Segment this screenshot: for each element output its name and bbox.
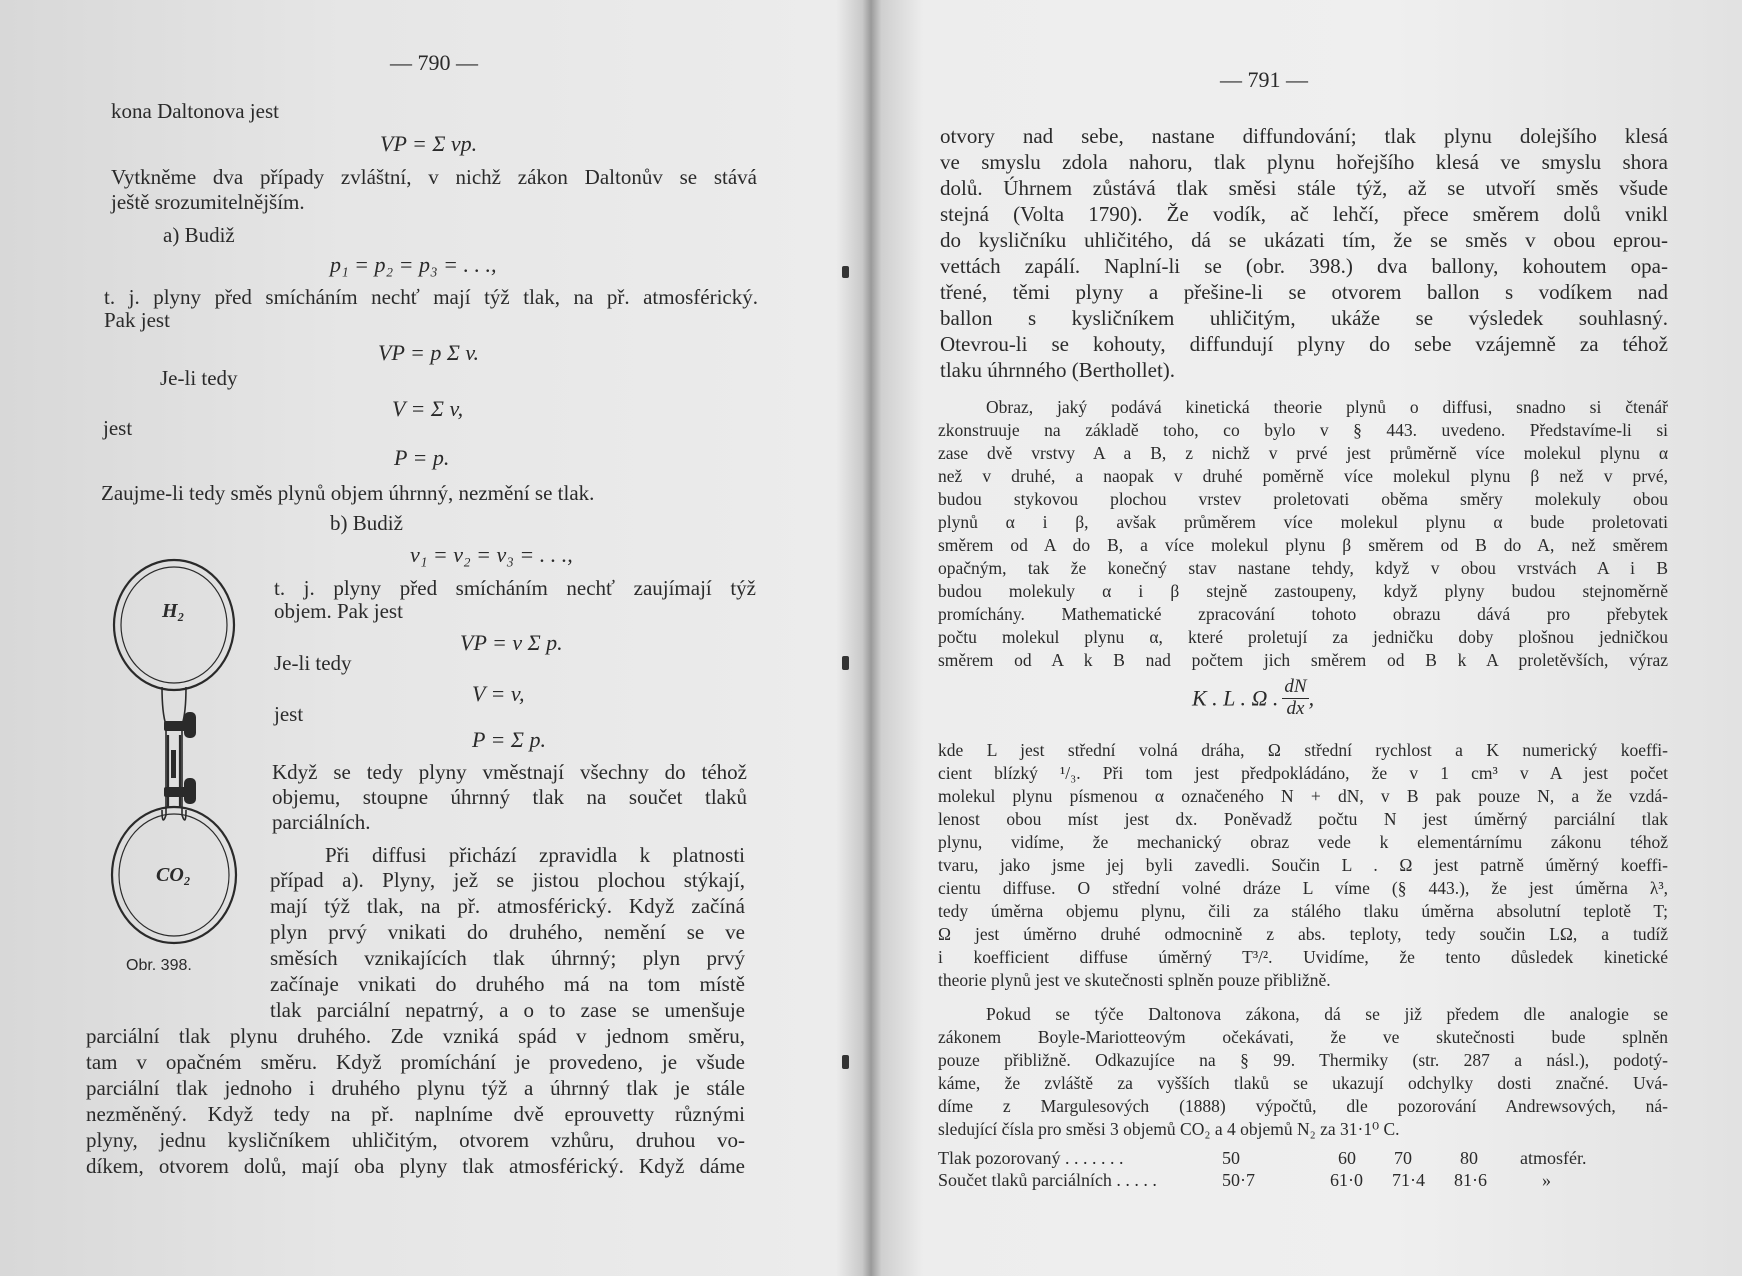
text-line: Když se tedy plyny vměstnají všechny do téhož: [272, 760, 747, 784]
small-text-line: směrem od A k B nad počtem jich směrem od B k A proletěvších, výraz: [938, 650, 1668, 670]
text-line: směsích vznikajících tlak úhrnný; plyn prvý: [270, 946, 745, 970]
small-text-line: molekul plynu písmenou α označeného N + dN, v B pak pouze N, a že vzdá-: [938, 786, 1668, 806]
small-text-line: kde L jest střední volná dráha, Ω střední rychlost a K numerický koeffi-: [938, 740, 1668, 760]
row-label: Tlak pozorovaný . . . . . . .: [938, 1148, 1124, 1168]
formula-lhs: K . L . Ω .: [1192, 685, 1279, 711]
table-cell: atmosfér.: [1520, 1148, 1587, 1168]
text-line: začínaje vnikati do druhého má na tom místě: [270, 972, 745, 996]
text-line: kona Daltonova jest: [111, 99, 279, 123]
figure-label-h2: H₂: [162, 600, 185, 622]
small-text-line: směrem od A do B, a více molekul plynu β směrem od B do A, než směrem: [938, 535, 1668, 555]
right-page: [862, 0, 1742, 1276]
equation: P = Σ p.: [472, 727, 546, 752]
small-text-line: Obraz, jaký podává kinetická theorie plynů o diffusi, snadno si čtenář: [986, 397, 1668, 417]
text-line: vettách zapálí. Naplní-li se (obr. 398.) dva ballony, kohoutem opa-: [940, 254, 1668, 278]
small-text-line: zákonem Boyle-Mariotteovým očekávati, že ve skutečnosti bude splněn: [938, 1027, 1668, 1047]
equation: p₁ = p₂ = p₃ = . . .,: [330, 252, 497, 277]
formula-denominator: dx: [1286, 697, 1305, 719]
small-text-line: tvaru, jako jsme jej byli zavedli. Součin L . Ω jest patrně úměrný koeffi-: [938, 855, 1668, 875]
text-line: tlaku úhrnného (Berthollet).: [940, 358, 1176, 382]
text-line: a) Budiž: [163, 223, 235, 247]
table-cell: 80: [1460, 1148, 1478, 1168]
binding-mark: [842, 1055, 849, 1069]
text-line: dolů. Úhrnem zůstává tlak směsi stále týž, až se utvoří směs všude: [940, 176, 1668, 200]
text-line: ve smyslu zdola nahoru, tlak plynu hořejšího klesá ve smyslu shora: [940, 150, 1668, 174]
text-line: jest: [103, 416, 133, 440]
small-text-line: promíchány. Mathematické zpracování tohoto obrazu dává pro přebytek: [938, 604, 1668, 624]
small-text-line: zase dvě vrstvy A a B, z nichž v prvé jest průměrně více molekul plynu α: [938, 443, 1668, 463]
table-cell: 70: [1394, 1148, 1412, 1168]
equation: VP = v Σ p.: [460, 630, 563, 655]
text-line: Je-li tedy: [274, 651, 352, 675]
table-cell: 81·6: [1454, 1170, 1487, 1190]
small-text-line: lenost obou míst jest dx. Poněvadž počtu N jest úměrný parciální tlak: [938, 809, 1668, 829]
upper-balloon-outline: [114, 560, 234, 690]
text-line: plyny, jednu kysličníkem uhličitým, otvorem vzhůru, druhou vo-: [86, 1128, 745, 1152]
text-line: nezměněný. Když tedy na př. naplníme dvě eprouvetty různými: [86, 1102, 745, 1126]
table-row: [938, 1148, 1123, 1169]
row-label: Součet tlaků parciálních . . . . .: [938, 1170, 1157, 1190]
equation: v₁ = v₂ = v₃ = . . .,: [410, 542, 573, 567]
text-line: díkem, otvorem dolů, mají oba plyny tlak atmosférický. Když dáme: [86, 1154, 745, 1178]
equation: VP = Σ vp.: [380, 131, 478, 156]
small-text-line: budou molekuly α i β stejně zastoupeny, když plyny budou stejnoměrně: [938, 581, 1668, 601]
small-text-line: i koefficient diffuse úměrný T³/². Uvidíme, že tento důsledek kinetické: [938, 947, 1668, 967]
page-number: — 790 —: [390, 50, 478, 75]
figure-caption: Obr. 398.: [126, 957, 192, 974]
small-text-line: Ω jest úměrno druhé odmocnině z abs. teploty, tedy součin LΩ, a tudíž: [938, 924, 1668, 944]
small-text-line: budou stykovou plochou vrstev proletovati oběma směry molekuly obou: [938, 489, 1668, 509]
figure-label-co2: CO₂: [156, 864, 191, 886]
text-line: objem. Pak jest: [274, 599, 403, 623]
text-line: parciálních.: [272, 810, 371, 834]
text-line: b) Budiž: [330, 511, 403, 535]
equation: V = v,: [472, 681, 525, 706]
text-line: plyn prvý vnikati do druhého, nemění se ve: [270, 920, 745, 944]
text-line: do kysličníku uhličitého, dá se ukázati tím, že se směs v obou eprou-: [940, 228, 1668, 252]
text-line: t. j. plyny před smícháním nechť zaujímají týž: [274, 576, 756, 600]
text-line: jest: [274, 702, 304, 726]
table-cell: 60: [1338, 1148, 1356, 1168]
binding-mark: [842, 656, 849, 670]
diffusion-formula: K . L . Ω . $\frac{dN}{dx}$ ,: [1192, 676, 1315, 719]
binding-mark: [842, 266, 849, 278]
formula-fraction: [1282, 677, 1308, 720]
equation: P = p.: [394, 445, 450, 470]
small-text-line: tedy úměrna objemu plynu, čili za stálého tlaku úměrna absolutní teplotě T;: [938, 901, 1668, 921]
small-text-line: cientu diffuse. O střední volné dráze L víme (§ 443.), že jest úměrna λ³,: [938, 878, 1668, 898]
text-line: parciální tlak plynu druhého. Zde vzniká spád v jednom směru,: [86, 1024, 745, 1048]
small-text-line: opačným, tak že konečný stav nastane tehdy, když v obou vrstvách A i B: [938, 558, 1668, 578]
table-cell: 50·7: [1222, 1170, 1255, 1190]
text-line: tam v opačném směru. Když promíchání je provedeno, je všude: [86, 1050, 745, 1074]
text-line: stejná (Volta 1790). Že vodík, ač lehčí, přece směrem dolů vnikl: [940, 202, 1668, 226]
text-line: Vytkněme dva případy zvláštní, v nichž zákon Daltonův se stává: [111, 165, 757, 189]
small-text-line: než v druhé, a naopak v druhé poměrně více molekul plynu β než v prvé,: [938, 466, 1668, 486]
text-line: ještě srozumitelnějším.: [111, 190, 305, 214]
text-line: tlak parciální nepatrný, a o to zase se umenšuje: [270, 998, 745, 1022]
table-cell: 61·0: [1330, 1170, 1363, 1190]
formula-numerator: dN: [1284, 676, 1307, 697]
table-cell: 71·4: [1392, 1170, 1425, 1190]
text-line: ballon s kysličníkem uhličitým, ukáže se výsledek souhlasný.: [940, 306, 1668, 330]
left-page: [0, 0, 862, 1276]
text-line: Otevrou-li se kohouty, diffundují plyny do sebe vzájemně za téhož: [940, 332, 1668, 356]
text-line: otvory nad sebe, nastane diffundování; tlak plynu dolejšího klesá: [940, 124, 1668, 148]
small-text-line: díme z Margulesových (1888) výpočtů, dle pozorování Andrewsových, ná-: [938, 1096, 1668, 1116]
table-cell: »: [1542, 1170, 1551, 1190]
text-line: Při diffusi přichází zpravidla k platnosti: [325, 843, 745, 867]
equation: VP = p Σ v.: [378, 340, 480, 365]
equation: V = Σ v,: [392, 396, 464, 421]
text-line: Zaujme-li tedy směs plynů objem úhrnný, nezmění se tlak.: [101, 481, 595, 505]
small-text-line: pouze přibližně. Odkazujíce na § 99. Thermiky (str. 287 a násl.), podotý-: [938, 1050, 1668, 1070]
small-text-line: sledující čísla pro směsi 3 objemů CO₂ a 4 objemů N₂ za 31·1⁰ C.: [938, 1119, 1400, 1139]
table-cell: 50: [1222, 1148, 1240, 1168]
table-row: [938, 1170, 1157, 1191]
small-text-line: Pokud se týče Daltonova zákona, dá se již předem dle analogie se: [986, 1004, 1668, 1024]
text-line: parciální tlak jednoho i druhého plynu týž a úhrnný tlak je stále: [86, 1076, 745, 1100]
text-line: t. j. plyny před smícháním nechť mají týž tlak, na př. atmosférický.: [104, 285, 758, 309]
small-text-line: káme, že zvláště za vyšších tlaků se ukazují odchylky dosti značné. Uvá-: [938, 1073, 1668, 1093]
small-text-line: plynů α i β, avšak průměrem více molekul plynu α bude proletovati: [938, 512, 1668, 532]
text-line: mají týž tlak, na př. atmosférický. Když začíná: [270, 894, 745, 918]
page-number: — 791 —: [1220, 67, 1308, 92]
text-line: případ a). Plyny, jež se jistou plochou stýkají,: [270, 868, 745, 892]
small-text-line: počtu molekul plynu α, které proletují za jedničku doby plošnou jedničkou: [938, 627, 1668, 647]
text-line: Pak jest: [104, 308, 170, 332]
small-text-line: plynu, vidíme, že mechanický obraz vede k elementárnímu zákonu téhož: [938, 832, 1668, 852]
small-text-line: cient blízký ¹/₃. Při tom jest předpokládáno, že v 1 cm³ v A jest počet: [938, 763, 1668, 783]
small-text-line: theorie plynů jest ve skutečnosti splněn pouze přibližně.: [938, 970, 1331, 990]
text-line: objemu, stoupne úhrnný tlak na součet tlaků: [272, 785, 747, 809]
text-line: třené, těmi plyny a přešine-li se otvorem ballon s vodíkem nad: [940, 280, 1668, 304]
small-text-line: zkonstruuje na základě toho, co bylo v § 443. uvedeno. Představíme-li si: [938, 420, 1668, 440]
text-line: Je-li tedy: [160, 366, 238, 390]
